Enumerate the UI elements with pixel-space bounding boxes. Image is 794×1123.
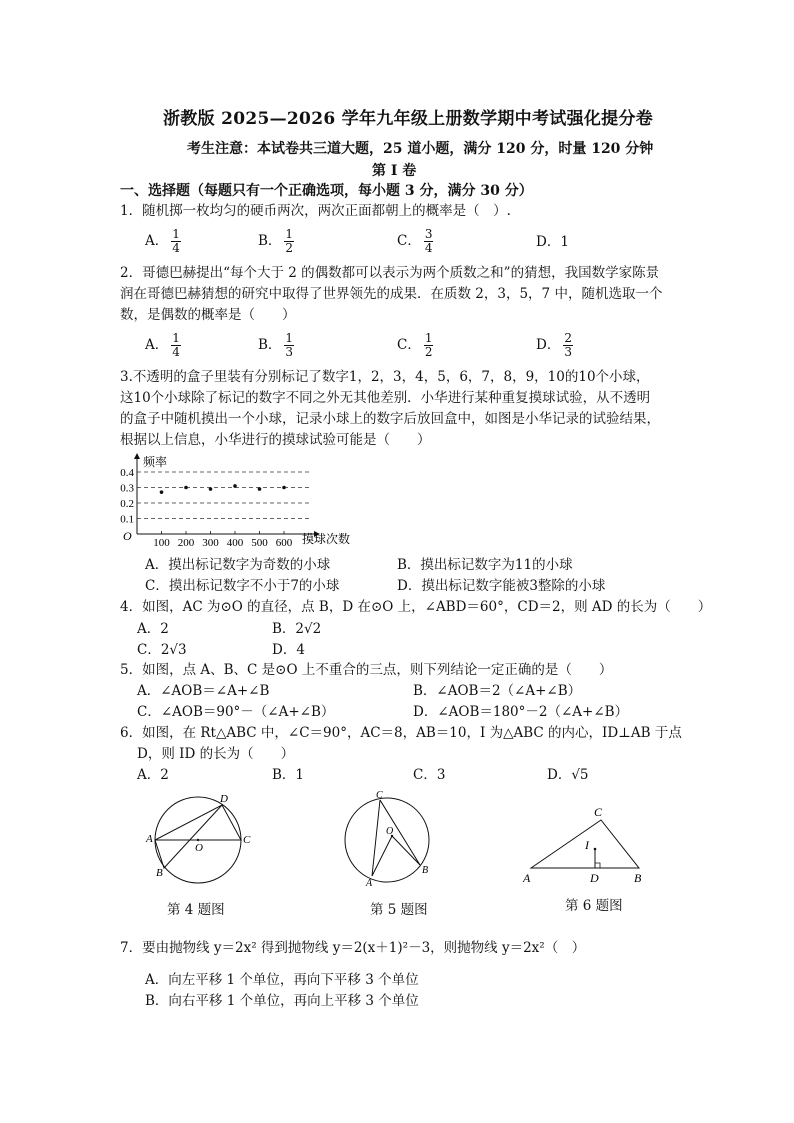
q5-option-c: C．∠AOB＝90°－（∠A+∠B） [137,704,335,720]
figure-q4 [140,790,260,890]
frequency-chart [110,452,370,552]
q2-line3: 数，是偶数的概率是（ ） [120,307,296,323]
x-tick-label: 200 [177,537,195,549]
caption-q5: 第 5 题图 [370,902,428,918]
data-point [282,486,286,490]
q6-option-d: D．√5 [547,767,589,783]
q3-option-d: D．摸出标记数字能被3整除的小球 [397,578,606,594]
q2-line2: 润在哥德巴赫猜想的研究中取得了世界领先的成果．在质数 2，3，5，7 中，随机选取一个 [120,286,663,302]
x-tick-label: 400 [226,537,244,549]
q6-option-c: C．3 [413,767,446,783]
x-tick-label: 100 [153,537,170,549]
q3-line2: 这10个小球除了标记的数字不同之外无其他差别．小华进行某种重复摸球试验，从不透明 [120,390,651,406]
caption-q6: 第 6 题图 [565,898,623,914]
label-b: B [156,867,163,879]
q2-option-b: B． $\frac{1}{3}$ [258,331,294,359]
chart-xlabel: 摸球次数 [302,532,351,546]
y-tick-label: 0.1 [120,513,134,526]
q7-option-a: A．向左平移 1 个单位，再向下平移 3 个单位 [145,972,419,988]
q4-stem: 4．如图，AC 为⊙O 的直径，点 B，D 在⊙O 上，∠ABD＝60°，CD＝2，则 AD 的长为（ ） [120,599,712,615]
q4-option-a: A．2 [137,621,169,637]
caption-q4: 第 4 题图 [167,902,225,918]
q1-stem: 1．随机掷一枚均匀的硬币两次，两次正面都朝上的概率是（ ）. [120,203,511,219]
q1-option-b: B． $\frac{1}{2}$ [258,227,294,255]
y-tick-label: 0.2 [120,498,134,510]
incenter-dot [594,848,597,851]
data-point [184,486,188,490]
label-d: D [590,871,599,885]
q5-option-d: D．∠AOB＝180°－2（∠A+∠B） [413,704,629,720]
q3-option-c: C．摸出标记数字不小于7的小球 [145,578,340,594]
q1-option-d: D．1 [536,234,569,250]
y-tick-label: 0.3 [120,482,134,495]
q3-line3: 的盒子中随机摸出一个小球，记录小球上的数字后放回盒中，如图是小华记录的试验结果， [120,411,660,427]
exam-title: 浙教版 2025—2026 学年九年级上册数学期中考试强化提分卷 [163,109,654,129]
right-angle-mark [595,863,600,868]
q3-line1: 3.不透明的盒子里装有分别标记了数字1，2，3，4，5，6，7，8，9，10的10个小球， [120,369,650,385]
label-a: A [523,871,531,885]
q3-option-b: B．摸出标记数字为11的小球 [397,557,573,573]
q3-line4: 根据以上信息，小华进行的摸球试验可能是（ ） [120,432,431,448]
q5-stem: 5．如图，点 A、B、C 是⊙O 上不重合的三点，则下列结论一定正确的是（ ） [120,662,613,678]
label-o: O [386,826,394,837]
x-tick-label: 500 [251,537,268,549]
q3-option-a: A．摸出标记数字为奇数的小球 [145,557,331,573]
data-point [209,487,213,491]
q5-option-b: B．∠AOB＝2（∠A+∠B） [413,683,582,699]
q6-line2: D，则 ID 的长为（ ） [137,746,295,762]
chord-lines [155,805,241,868]
label-c: C [594,805,603,819]
q2-option-a: A． $\frac{1}{4}$ [145,331,180,359]
q1-option-a: A． $\frac{1}{4}$ [145,227,180,255]
volume-title: 第 I 卷 [372,163,417,179]
label-o: O [195,842,203,854]
q6-option-a: A．2 [137,767,169,783]
label-a: A [146,833,153,845]
q6-option-b: B．1 [272,767,305,783]
chart-ylabel: 频率 [143,455,168,469]
q2-line1: 2．哥德巴赫提出“每个大于 2 的偶数都可以表示为两个质数之和”的猜想，我国数学家陈景 [120,265,660,281]
q4-option-b: B．2√2 [272,621,322,637]
q4-option-d: D．4 [272,642,305,658]
figure-q6 [515,800,650,890]
q2-option-c: C． $\frac{1}{2}$ [397,331,433,359]
x-tick-label: 600 [275,537,293,549]
q5-option-a: A．∠AOB＝∠A+∠B [137,683,270,699]
chart-origin: O [123,529,132,543]
q2-option-d: D． $\frac{2}{3}$ [536,331,572,359]
q6-line1: 6．如图，在 Rt△ABC 中，∠C＝90°，AC＝8，AB＝10，I 为△ABC 的内心，ID⊥AB 于点 [120,725,682,741]
figure-q5 [342,788,442,893]
label-a: A [366,878,373,889]
q1-option-c: C． $\frac{3}{4}$ [397,227,433,255]
exam-notice: 考生注意：本试卷共三道大题，25 道小题，满分 120 分，时量 120 分钟 [187,141,654,157]
x-tick-label: 300 [202,537,219,549]
data-point [160,490,164,494]
q7-stem: 7．要由抛物线 y＝2x² 得到抛物线 y＝2(x＋1)²－3，则抛物线 y＝2x²（ ） [120,940,586,956]
label-b: B [634,871,642,885]
q7-option-b: B．向右平移 1 个单位，再向上平移 3 个单位 [145,993,419,1009]
data-point [258,487,262,491]
q4-option-c: C．2√3 [137,642,187,658]
label-b: B [422,865,429,876]
label-c: C [376,790,383,801]
triangle-lines [372,800,420,876]
data-point [233,484,237,488]
label-d: D [220,793,228,805]
center-dot [197,839,199,841]
y-tick-label: 0.4 [120,467,134,479]
section-heading: 一、选择题（每题只有一个正确选项，每小题 3 分，满分 30 分） [120,183,533,199]
label-i: I [585,838,589,852]
label-c: C [243,834,251,846]
